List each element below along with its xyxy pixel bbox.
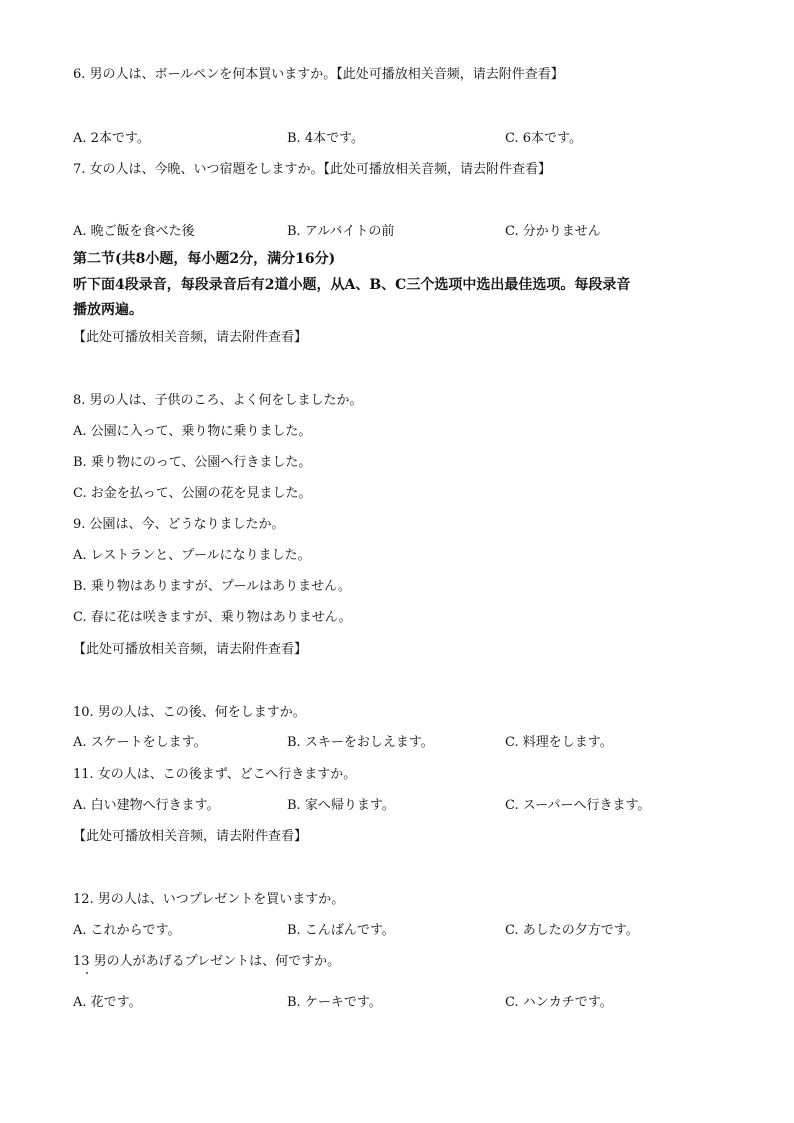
question-9: 9. 公園は、今、どうなりましたか。 [73, 517, 285, 532]
option-c: C. スーパーへ行きます。 [505, 798, 651, 813]
question-10-options [73, 734, 753, 752]
option-c: C. ハンカチです。 [505, 995, 613, 1010]
question-11: 11. 女の人は、この後まず、どこへ行きますか。 [73, 767, 357, 782]
option-b: B. アルバイトの前 [287, 224, 395, 239]
question-6: 6. 男の人は、ボールペンを何本買いますか。【此处可播放相关音频，请去附件查看】 [73, 67, 564, 82]
question-9-option-a: A. レストランと、プールになりました。 [73, 548, 311, 563]
question-8-option-a: A. 公園に入って、乗り物に乗りました。 [73, 424, 312, 439]
question-10: 10. 男の人は、この後、何をしますか。 [73, 705, 306, 720]
option-c: C. 6本です。 [505, 131, 582, 146]
audio-note: 【此处可播放相关音频，请去附件查看】 [73, 642, 308, 657]
section-instruction-line-2: 播放两遍。 [73, 302, 143, 318]
question-11-options [73, 797, 753, 815]
option-c: C. 料理をします。 [505, 735, 613, 750]
option-a: A. スケートをします。 [73, 735, 207, 750]
question-7-options [73, 223, 753, 241]
question-12: 12. 男の人は、いつプレゼントを買いますか。 [73, 892, 345, 907]
question-13-options [73, 994, 753, 1012]
option-a: A. 晩ご飯を食べた後 [73, 224, 195, 239]
audio-note: 【此处可播放相关音频，请去附件查看】 [73, 330, 308, 345]
option-b: B. ケーキです。 [287, 995, 382, 1010]
question-12-options [73, 922, 753, 940]
question-13: 13 男の人があげるプレゼントは、何ですか。 [73, 954, 341, 969]
option-a: A. 白い建物へ行きます。 [73, 798, 220, 813]
section-instruction-line-1: 听下面4段录音，每段录音后有2道小题，从A、B、C三个选项中选出最佳选项。每段录音 [73, 277, 631, 293]
option-b: B. 4本です。 [287, 131, 365, 146]
question-9-option-c: C. 春に花は咲きますが、乗り物はありません。 [73, 610, 352, 625]
section-heading: 第二节(共8小题，每小题2分，满分16分) [73, 251, 336, 267]
option-a: A. 2本です。 [73, 131, 150, 146]
question-9-option-b: B. 乗り物はありますが、プールはありません。 [73, 579, 351, 594]
option-b: B. スキーをおしえます。 [287, 735, 434, 750]
question-8-option-c: C. お金を払って、公園の花を見ました。 [73, 486, 312, 501]
question-6-options [73, 130, 753, 148]
option-a: A. 花です。 [73, 995, 142, 1010]
question-7: 7. 女の人は、今晩、いつ宿題をしますか。【此处可播放相关音频，请去附件查看】 [73, 162, 552, 177]
stray-dot [86, 972, 88, 974]
option-b: B. 家へ帰ります。 [287, 798, 395, 813]
option-c: C. あしたの夕方です。 [505, 923, 639, 938]
audio-note: 【此处可播放相关音频，请去附件查看】 [73, 829, 308, 844]
option-a: A. これからです。 [73, 923, 181, 938]
question-8: 8. 男の人は、子供のころ、よく何をしましたか。 [73, 393, 363, 408]
option-c: C. 分かりません [505, 224, 601, 239]
question-8-option-b: B. 乗り物にのって、公園へ行きました。 [73, 455, 312, 470]
option-b: B. こんばんです。 [287, 923, 395, 938]
